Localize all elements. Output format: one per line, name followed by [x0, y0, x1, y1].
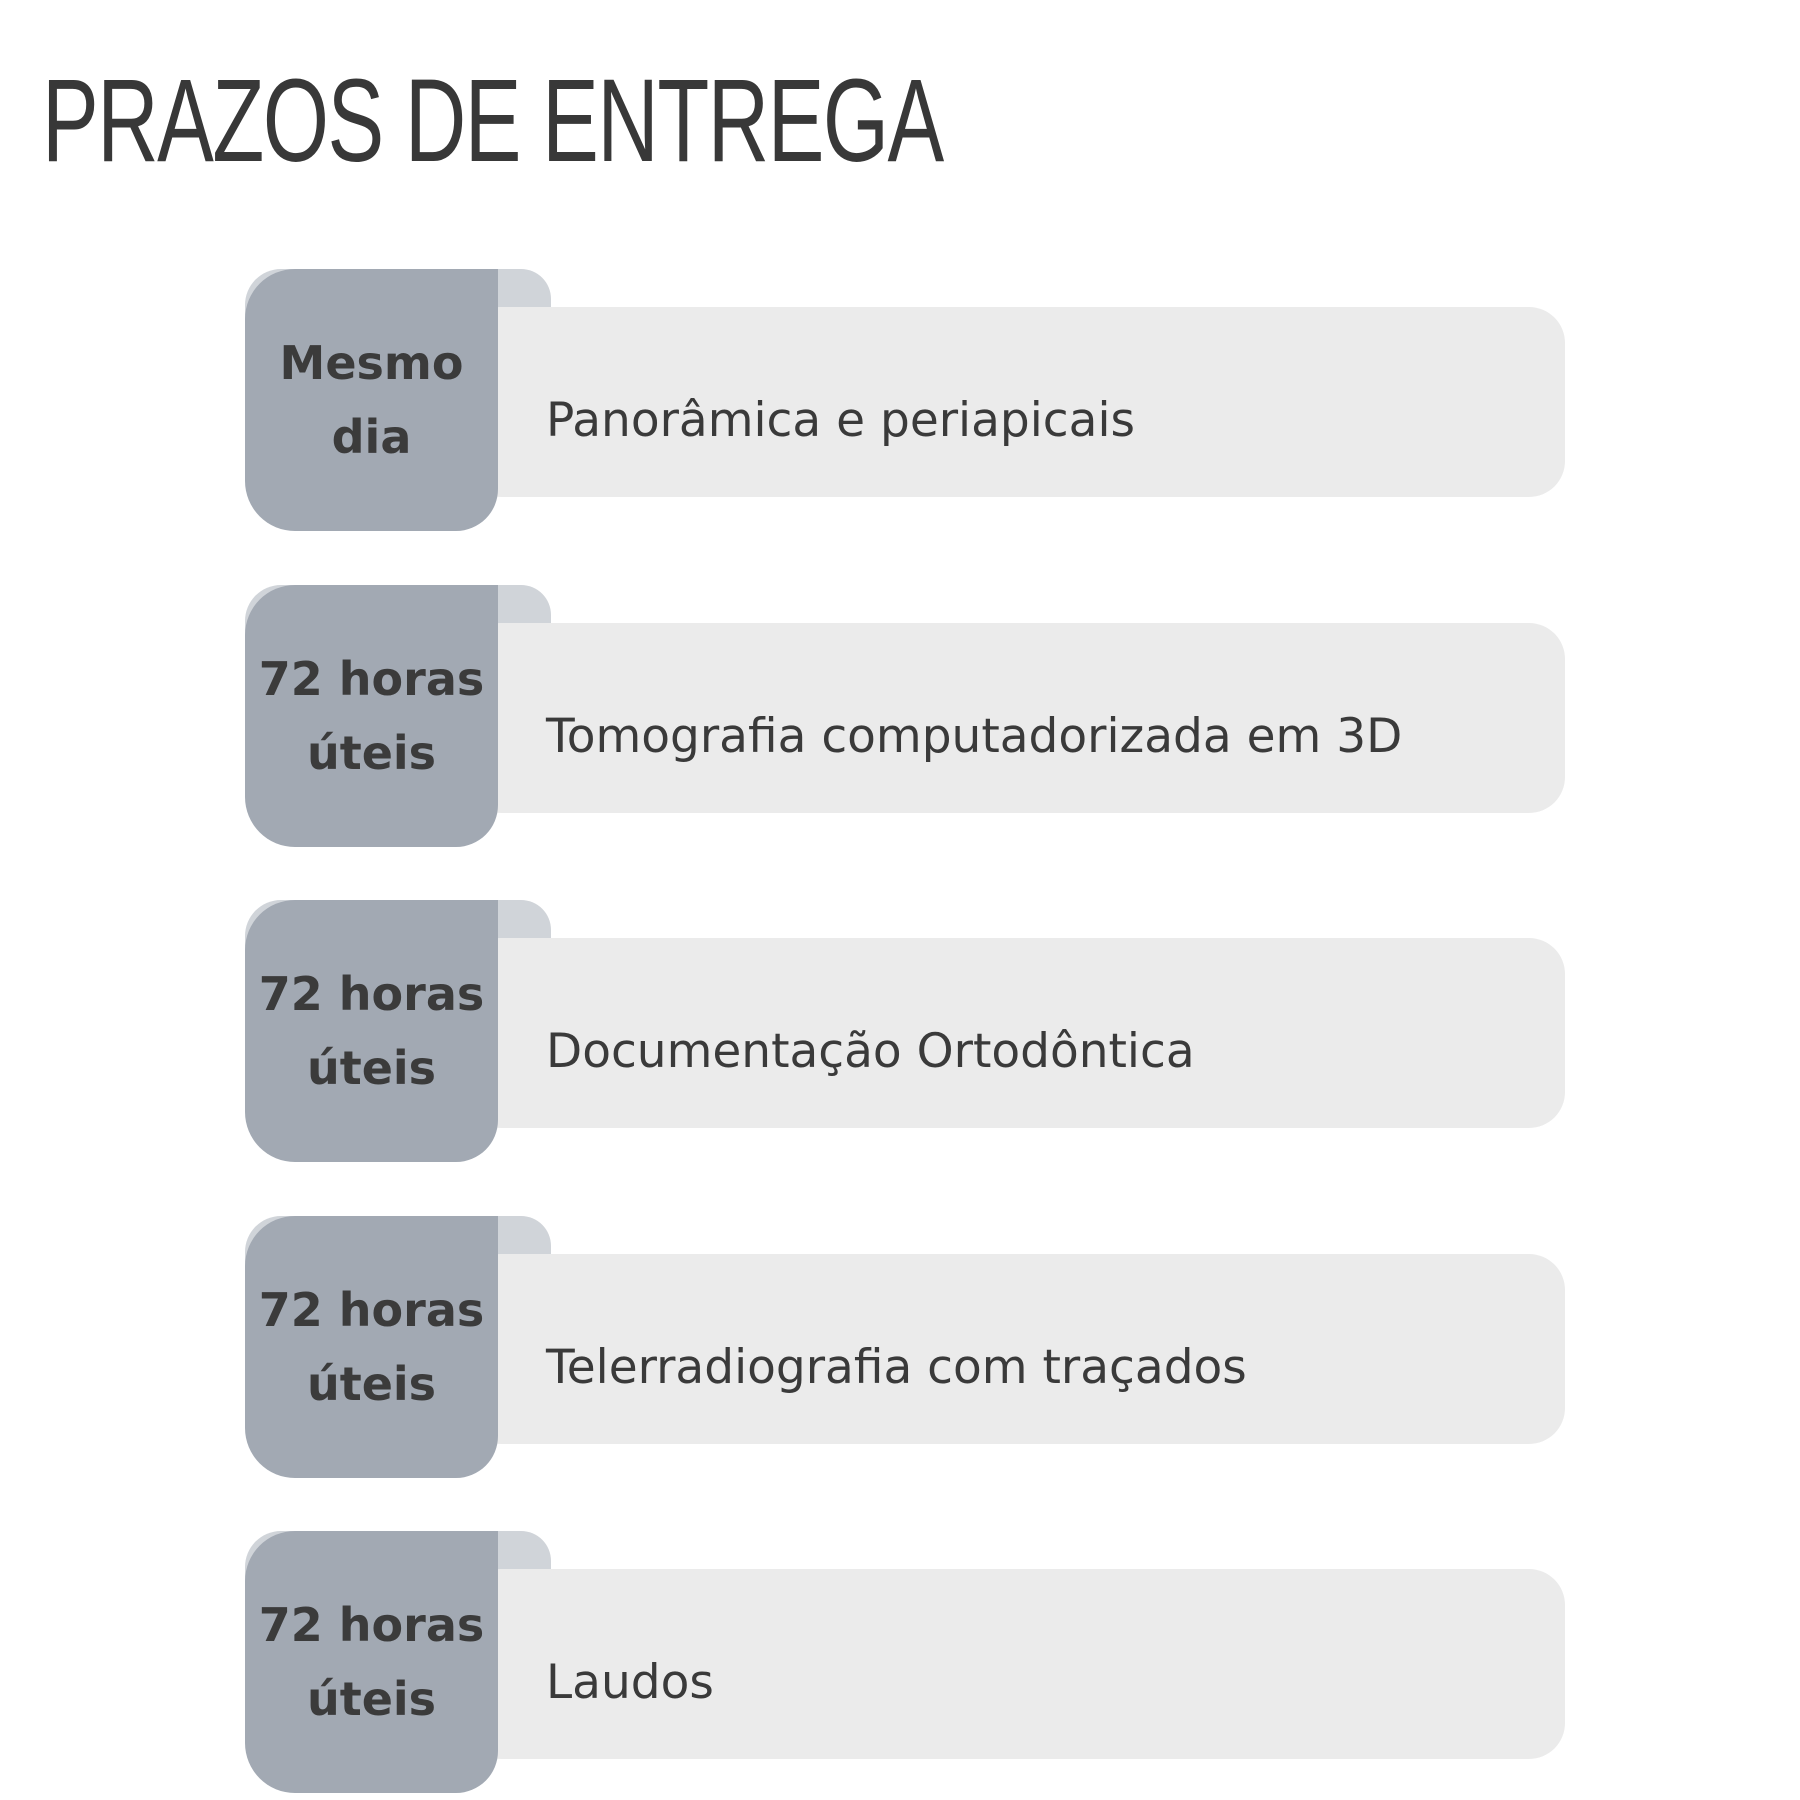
list-item [245, 269, 1565, 531]
list-item [245, 1531, 1565, 1793]
deadline-badge [245, 1531, 498, 1793]
deadline-label: Mesmo dia [279, 336, 464, 464]
service-label: Laudos [546, 1655, 714, 1710]
list-item [245, 1216, 1565, 1478]
deadline-badge [245, 1216, 498, 1478]
deadline-badge [245, 900, 498, 1162]
deadline-label: 72 horas úteis [258, 967, 485, 1095]
deadline-label: 72 horas úteis [258, 652, 485, 780]
service-label: Documentação Ortodôntica [546, 1024, 1195, 1079]
page-title: PRAZOS DE ENTREGA [42, 55, 943, 187]
service-label: Telerradiografia com traçados [546, 1340, 1247, 1395]
service-label: Panorâmica e periapicais [546, 393, 1135, 448]
deadline-label: 72 horas úteis [258, 1598, 485, 1726]
deadline-badge [245, 269, 498, 531]
list-item [245, 900, 1565, 1162]
deadline-badge [245, 585, 498, 847]
service-label: Tomografia computadorizada em 3D [546, 709, 1403, 764]
list-item [245, 585, 1565, 847]
deadline-label: 72 horas úteis [258, 1283, 485, 1411]
